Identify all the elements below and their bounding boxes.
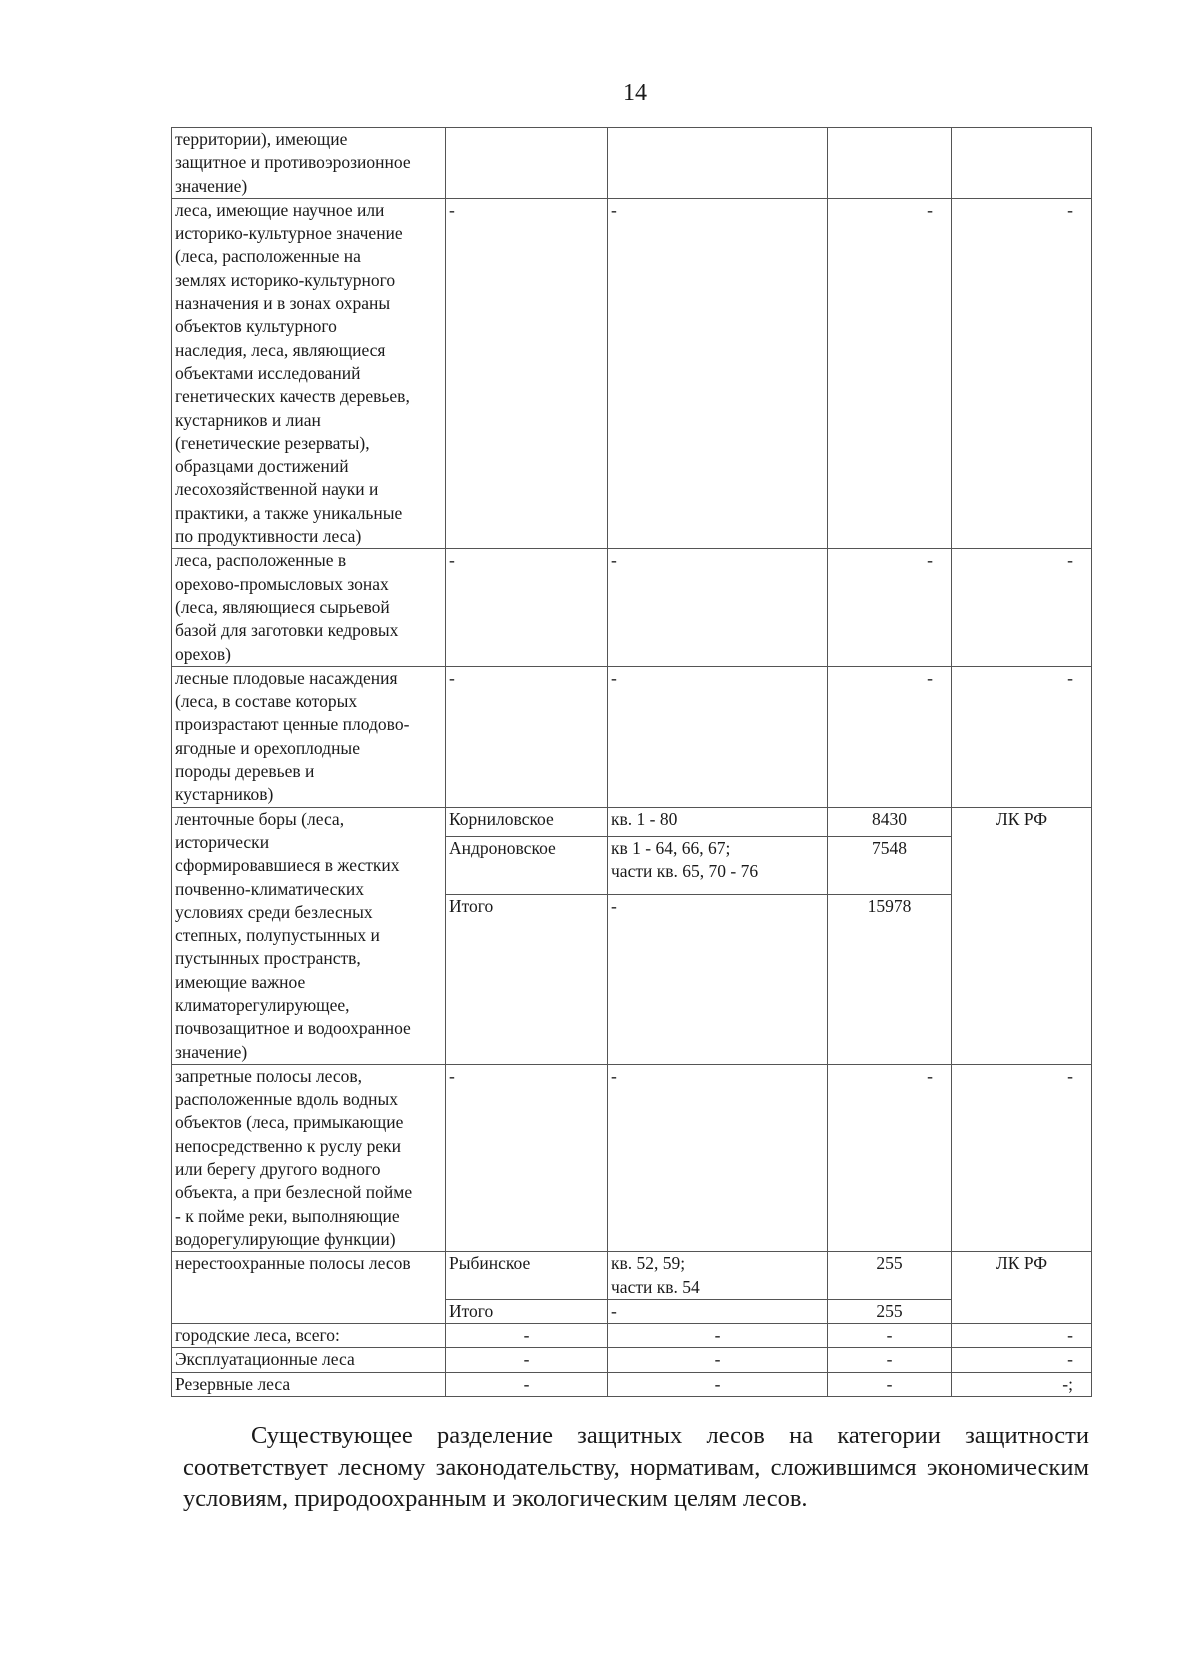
row-description: нерестоохранные полосы лесов [172,1252,446,1324]
cell-quarters: - [608,198,828,548]
table-row [172,1348,1092,1372]
table-row [172,128,1092,199]
cell-area: - [828,1348,952,1372]
cell-basis: ЛК РФ [952,1252,1092,1324]
cell-basis [952,128,1092,199]
row-description: территории), имеющие защитное и противоэрозионное значение) [172,128,446,199]
cell-forestry: - [446,1324,608,1348]
table-row [172,549,1092,666]
cell-basis: ЛК РФ [952,807,1092,1064]
cell-forestry: - [446,666,608,807]
cell-quarters: кв 1 - 64, 66, 67; части кв. 65, 70 - 76 [608,837,828,895]
cell-forestry: - [446,1064,608,1251]
cell-area: 7548 [828,837,952,895]
row-description: запретные полосы лесов, расположенные вдоль водных объектов (леса, примыкающие непосредственно к руслу реки или берегу другого водного объекта, а при безлесной пойме - к пойме реки, выполняющие водорегулирующие функции) [172,1064,446,1251]
cell-forestry: Итого [446,1299,608,1323]
table-row [172,807,1092,836]
cell-quarters: - [608,1299,828,1323]
cell-forestry: - [446,198,608,548]
cell-area: 8430 [828,807,952,836]
cell-quarters: кв. 1 - 80 [608,807,828,836]
cell-forestry: Корниловское [446,807,608,836]
cell-forestry: - [446,1372,608,1396]
table-row [172,1252,1092,1300]
row-description: леса, расположенные в орехово-промысловых зонах (леса, являющиеся сырьевой базой для заготовки кедровых орехов) [172,549,446,666]
cell-basis: - [952,666,1092,807]
cell-basis: - [952,1324,1092,1348]
cell-area: 15978 [828,894,952,1064]
cell-basis: -; [952,1372,1092,1396]
cell-area: 255 [828,1252,952,1300]
cell-area: - [828,1372,952,1396]
cell-basis: - [952,549,1092,666]
cell-forestry: Андроновское [446,837,608,895]
cell-basis: - [952,1064,1092,1251]
row-description: ленточные боры (леса, исторически сформировавшиеся в жестких почвенно-климатических условиях среди безлесных степных, полупустынных и пустынных пространств, имеющие важное климаторегулирующее, почвозащитное и водоохранное значение) [172,807,446,1064]
protective-forests-table [171,127,1092,1397]
table-row [172,1324,1092,1348]
cell-forestry: - [446,549,608,666]
row-description: городские леса, всего: [172,1324,446,1348]
cell-basis: - [952,1348,1092,1372]
cell-quarters: - [608,549,828,666]
cell-forestry: - [446,1348,608,1372]
cell-quarters [608,128,828,199]
cell-area: - [828,198,952,548]
cell-quarters: - [608,1372,828,1396]
table-row [172,1372,1092,1396]
cell-quarters: - [608,666,828,807]
cell-quarters: - [608,894,828,1064]
paragraph-text: Существующее разделение защитных лесов на категории защитности соответствует лесному законодательству, нормативам, сложившимся экономическим условиям, природоохранным и экологическим целям лесов. [183,1422,1089,1512]
table-row [172,198,1092,548]
row-description: леса, имеющие научное или историко-культурное значение (леса, расположенные на землях историко-культурного назначения и в зонах охраны объектов культурного наследия, леса, являющиеся объектами исследований генетических качеств деревьев, кустарников и лиан (генетические резерваты), образцами достижений лесохозяйственной науки и практики, а также уникальные по продуктивности леса) [172,198,446,548]
cell-quarters: кв. 52, 59; части кв. 54 [608,1252,828,1300]
cell-forestry [446,128,608,199]
cell-area: 255 [828,1299,952,1323]
cell-quarters: - [608,1064,828,1251]
row-description: Эксплуатационные леса [172,1348,446,1372]
cell-forestry: Итого [446,894,608,1064]
cell-area: - [828,549,952,666]
page-number: 14 [623,80,647,106]
row-description: Резервные леса [172,1372,446,1396]
cell-basis: - [952,198,1092,548]
cell-area: - [828,1064,952,1251]
cell-area [828,128,952,199]
row-description: лесные плодовые насаждения (леса, в составе которых произрастают ценные плодово- ягодные и орехоплодные породы деревьев и кустарников) [172,666,446,807]
cell-forestry: Рыбинское [446,1252,608,1300]
table-row [172,1064,1092,1251]
cell-area: - [828,666,952,807]
cell-quarters: - [608,1324,828,1348]
cell-area: - [828,1324,952,1348]
conclusion-paragraph [183,1420,1089,1515]
table-row [172,666,1092,807]
cell-quarters: - [608,1348,828,1372]
